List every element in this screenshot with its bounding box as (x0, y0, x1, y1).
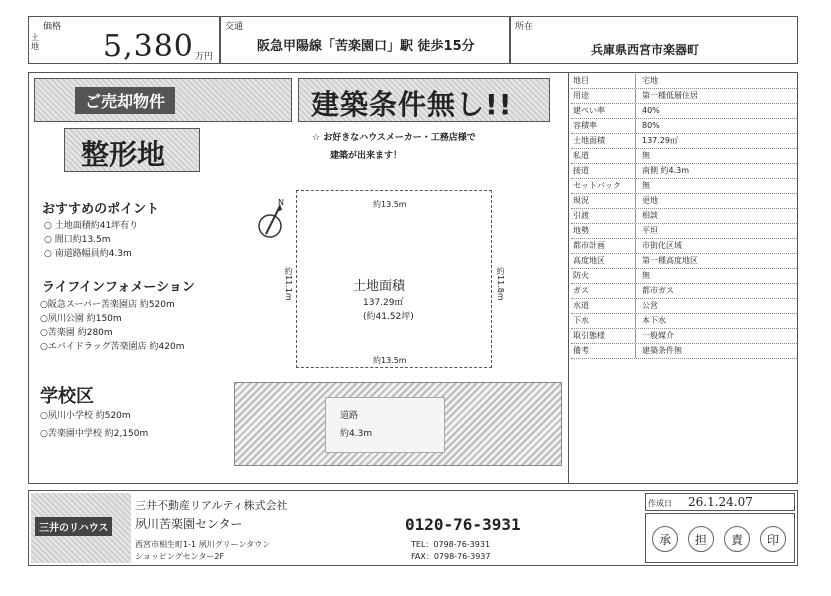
footer (28, 490, 798, 566)
road-label: 道路 (340, 411, 359, 421)
detail-rows (571, 74, 797, 359)
detail-row (571, 344, 797, 359)
detail-value: 更地 (642, 196, 658, 205)
detail-value: 建築条件無 (642, 346, 682, 355)
school-2: ○苦楽園中学校 約2,150m (40, 429, 149, 439)
detail-value: 一般媒介 (642, 331, 674, 340)
price-unit: 万円 (195, 52, 214, 62)
detail-key: 引渡 (571, 209, 636, 223)
detail-value: 都市ガス (642, 286, 674, 295)
detail-value: 80% (642, 121, 660, 130)
detail-key: 都市計画 (571, 239, 636, 253)
life-3: ○苦楽園 約280m (40, 328, 113, 338)
detail-value: 第一種高度地区 (642, 256, 698, 265)
point-3: ○ 南道路幅員約4.3m (44, 249, 132, 259)
detail-value: 137.29㎡ (642, 136, 678, 145)
stamp-3: 責 (724, 526, 750, 552)
detail-key: 地目 (571, 74, 636, 88)
price-box (28, 16, 220, 64)
address-box (510, 16, 798, 64)
access-box (220, 16, 510, 64)
detail-key: 土地面積 (571, 134, 636, 148)
detail-key: 防火 (571, 269, 636, 283)
company-name: 三井不動産リアルティ株式会社 (135, 499, 288, 512)
stamp-4: 印 (760, 526, 786, 552)
detail-value: 本下水 (642, 316, 666, 325)
plan-top-label: 約13.5m (373, 200, 407, 209)
detail-key: 高度地区 (571, 254, 636, 268)
builder-note-2: 建築が出来ます！ (330, 151, 403, 161)
shape-badge-text: 整形地 (81, 138, 166, 171)
detail-key: 用途 (571, 89, 636, 103)
shape-badge (64, 128, 200, 172)
detail-value: 無 (642, 151, 650, 160)
detail-key: 接道 (571, 164, 636, 178)
point-2: ○ 間口約13.5m (44, 235, 111, 245)
detail-row (571, 149, 797, 164)
headline-text: 建築条件無し!! (311, 88, 513, 121)
detail-key: 私道 (571, 149, 636, 163)
detail-key: 建ぺい率 (571, 104, 636, 118)
detail-key: 取引態様 (571, 329, 636, 343)
detail-value: 相談 (642, 211, 658, 220)
area-value: 137.29㎡ (363, 298, 404, 308)
road-width: 約4.3m (340, 429, 373, 439)
price-value: 5,380 (103, 29, 194, 64)
detail-key: ガス (571, 284, 636, 298)
detail-row (571, 239, 797, 254)
area-title: 土地面積 (353, 279, 406, 294)
detail-row (571, 209, 797, 224)
detail-row (571, 89, 797, 104)
stamp-2: 担 (688, 526, 714, 552)
detail-row (571, 104, 797, 119)
stamp-row (645, 513, 795, 563)
headline (298, 78, 550, 122)
price-label: 価格 (43, 22, 62, 32)
detail-row (571, 74, 797, 89)
stamp-1: 承 (652, 526, 678, 552)
detail-value: 南側 約4.3m (642, 166, 690, 175)
detail-key: 備考 (571, 344, 636, 358)
school-title: 学校区 (40, 386, 94, 407)
detail-row (571, 194, 797, 209)
addr-1: 西宮市相生町1-1 夙川グリーンタウン (135, 540, 271, 549)
date-value: 26.1.24.07 (688, 495, 753, 509)
plan-lot (284, 190, 505, 368)
side-label: 土地 (31, 33, 39, 51)
detail-value: 宅地 (642, 76, 658, 85)
tel: TEL：0798-76-3931 (411, 540, 491, 549)
life-4: ○エバイドラッグ苦楽園店 約420m (40, 342, 185, 352)
detail-key: 地勢 (571, 224, 636, 238)
detail-row (571, 179, 797, 194)
detail-key: 現況 (571, 194, 636, 208)
life-2: ○夙川公園 約150m (40, 314, 122, 324)
detail-row (571, 269, 797, 284)
plan-right-label: 約11.8m (496, 267, 505, 301)
detail-key: 下水 (571, 314, 636, 328)
detail-value: 無 (642, 181, 650, 190)
detail-row (571, 329, 797, 344)
detail-value: 平坦 (642, 226, 658, 235)
point-1: ○ 土地面積約41坪有り (44, 221, 139, 231)
phone: 0120-76-3931 (405, 515, 521, 534)
addr-2: ショッピングセンター2F (135, 552, 225, 561)
detail-key: 水道 (571, 299, 636, 313)
road-area (234, 382, 562, 466)
sale-banner-label: ご売却物件 (75, 87, 175, 114)
road-label-box (325, 397, 445, 453)
detail-row (571, 164, 797, 179)
detail-value: 無 (642, 271, 650, 280)
brand-name: 三井のリハウス (35, 517, 112, 536)
plan-left-label: 約11.1m (284, 267, 293, 301)
detail-value: 40% (642, 106, 660, 115)
detail-row (571, 314, 797, 329)
detail-row (571, 299, 797, 314)
plan-bottom-label: 約13.5m (373, 356, 407, 365)
detail-value: 第一種低層住居 (642, 91, 698, 100)
detail-key: セットバック (571, 179, 636, 193)
date-box (645, 493, 795, 511)
life-1: ○阪急スーパー苦楽園店 約520m (40, 300, 175, 310)
detail-row (571, 284, 797, 299)
compass-icon (258, 200, 284, 240)
detail-value: 公営 (642, 301, 658, 310)
access-label: 交通 (225, 22, 244, 32)
fax: FAX：0798-76-3937 (411, 552, 491, 561)
points-title: おすすめのポイント (42, 202, 160, 217)
detail-value: 市街化区域 (642, 241, 682, 250)
detail-row (571, 254, 797, 269)
brand-block (31, 493, 131, 563)
builder-note: ☆ お好きなハウスメーカー・工務店様で (312, 133, 476, 143)
area-tsubo: (約41.52坪) (363, 312, 414, 322)
detail-row (571, 119, 797, 134)
life-title: ライフインフォメーション (42, 280, 195, 295)
detail-key: 容積率 (571, 119, 636, 133)
sale-banner (34, 78, 292, 122)
branch-name: 夙川苦楽園センター (135, 517, 243, 531)
date-label: 作成日 (648, 499, 672, 508)
address-value: 兵庫県西宮市楽器町 (591, 43, 700, 57)
school-1: ○夙川小学校 約520m (40, 411, 131, 421)
access-value: 阪急甲陽線「苦楽園口」駅 徒歩15分 (257, 39, 475, 54)
address-label: 所在 (515, 22, 534, 32)
north-label: N (278, 198, 284, 207)
detail-row (571, 134, 797, 149)
details-table (568, 72, 798, 484)
detail-row (571, 224, 797, 239)
